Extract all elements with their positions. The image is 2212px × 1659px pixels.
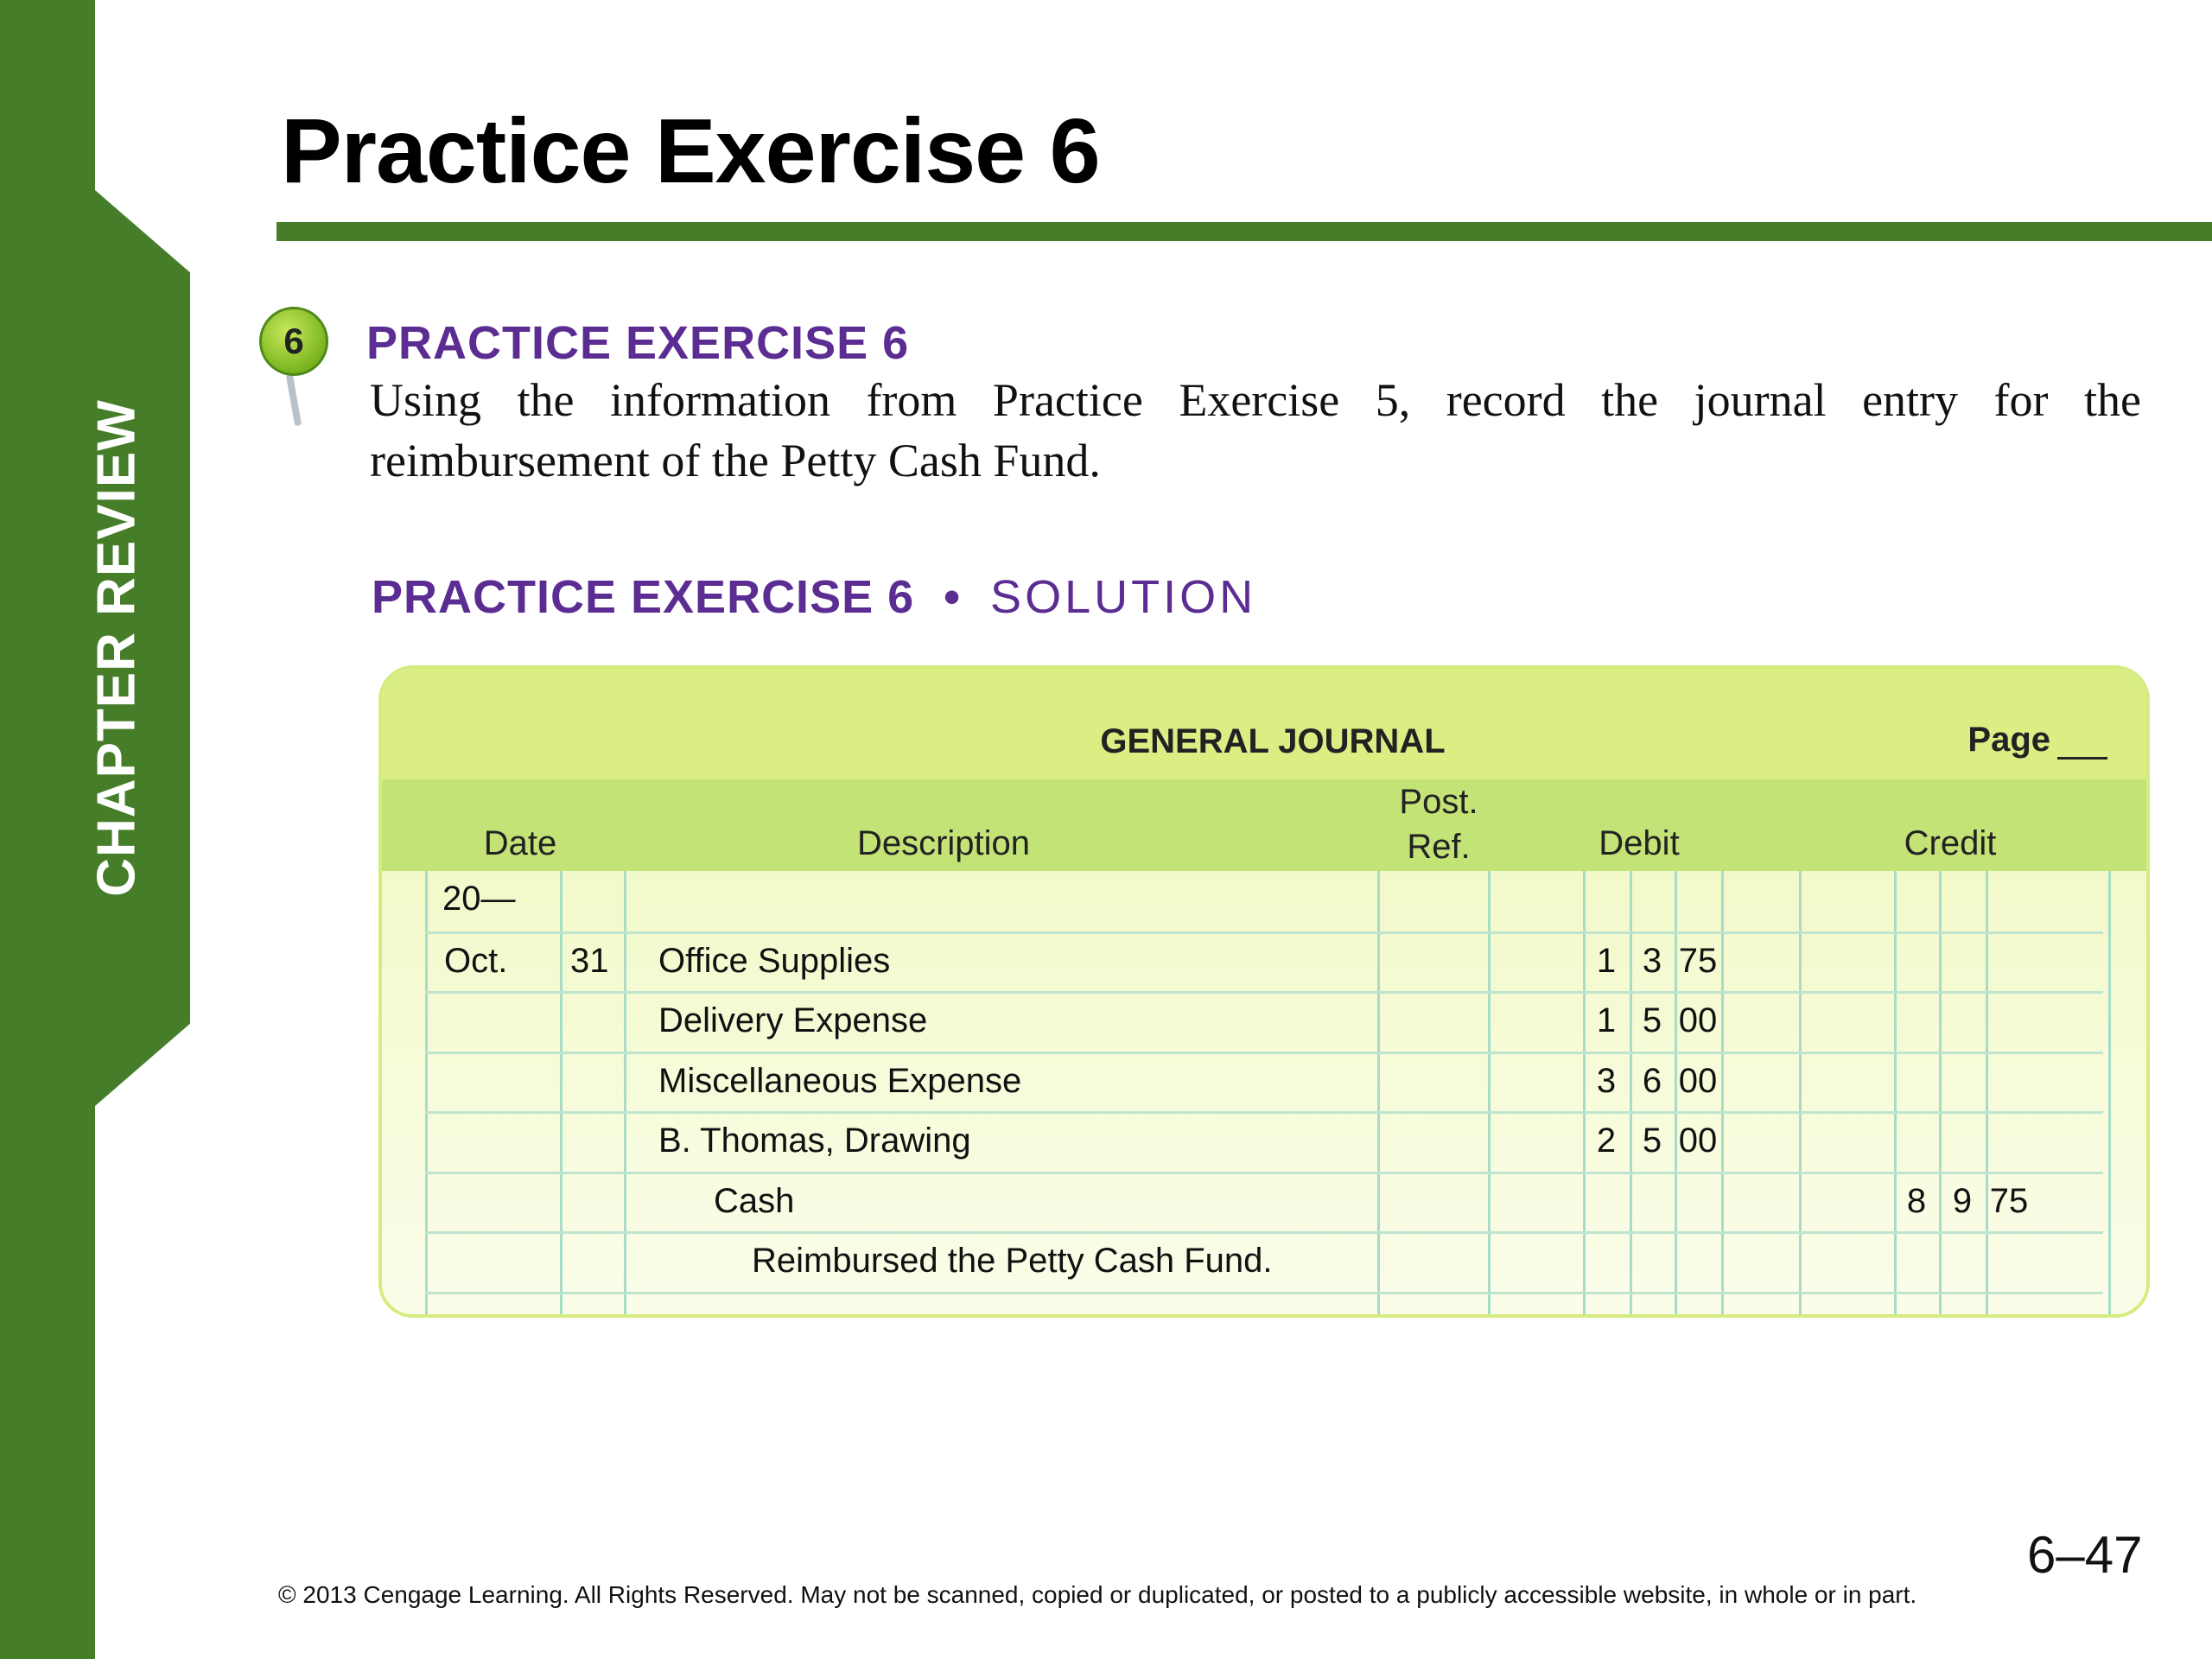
slide-page-number: 6–47 <box>2027 1526 2143 1584</box>
row-credit-digit: 9 <box>1952 1181 1973 1220</box>
grid-hline <box>425 1292 2103 1294</box>
row-debit-digit: 3 <box>1596 1061 1617 1100</box>
page-label-text: Page <box>1967 721 2050 759</box>
solution-heading-light: SOLUTION <box>990 571 1257 623</box>
grid-hline <box>425 1111 2103 1114</box>
exercise-heading: PRACTICE EXERCISE 6 <box>366 317 910 369</box>
header-description: Description <box>856 824 1031 862</box>
journal-year: 20— <box>442 880 516 918</box>
grid-hline <box>425 931 2103 934</box>
header-credit: Credit <box>1904 824 1997 862</box>
row-day: 31 <box>570 941 609 980</box>
row-description: Cash <box>714 1181 795 1220</box>
exercise-pin-icon <box>259 307 337 436</box>
row-description: Reimbursed the Petty Cash Fund. <box>752 1242 1273 1280</box>
solution-separator: • <box>944 571 962 623</box>
grid-hline <box>425 1052 2103 1054</box>
grid-vline <box>1721 871 1724 1314</box>
grid-vline <box>1986 871 1988 1314</box>
grid-vline <box>560 871 563 1314</box>
row-debit-digit: 00 <box>1678 1001 1718 1039</box>
row-description: Miscellaneous Expense <box>658 1061 1022 1100</box>
grid-hline <box>425 1172 2103 1174</box>
page-number-blank <box>2057 724 2107 760</box>
grid-hline <box>425 1231 2103 1234</box>
general-journal <box>378 665 2150 1318</box>
row-debit-digit: 1 <box>1596 1001 1617 1039</box>
journal-page-label <box>1967 721 2107 760</box>
header-date: Date <box>483 824 557 862</box>
row-description: Office Supplies <box>658 941 891 980</box>
row-debit-digit: 2 <box>1596 1122 1617 1160</box>
title-divider <box>276 222 2212 241</box>
row-debit-digit: 1 <box>1596 941 1617 980</box>
solution-heading-bold: PRACTICE EXERCISE 6 <box>372 571 915 623</box>
row-credit-digit: 75 <box>1989 1181 2029 1220</box>
header-post-ref-line1: Post. <box>1399 783 1478 821</box>
grid-vline <box>2108 871 2111 1314</box>
journal-title: GENERAL JOURNAL <box>1100 722 1446 760</box>
chapter-review-label: CHAPTER REVIEW <box>86 399 147 897</box>
row-debit-digit: 00 <box>1678 1061 1718 1100</box>
header-debit: Debit <box>1599 824 1680 862</box>
exercise-instructions: Using the information from Practice Exercise 5, record the journal entry for the reimbursement of the Petty Cash Fund. <box>370 374 2141 486</box>
pin-needle <box>286 374 302 426</box>
exercise-number-badge: 6 <box>259 307 328 376</box>
row-debit-digit: 00 <box>1678 1122 1718 1160</box>
grid-vline <box>624 871 626 1314</box>
slide-title: Practice Exercise 6 <box>281 100 1100 202</box>
row-month: Oct. <box>444 941 508 980</box>
row-debit-digit: 5 <box>1642 1122 1662 1160</box>
grid-vline <box>1939 871 1942 1314</box>
row-description: Delivery Expense <box>658 1001 928 1039</box>
grid-vline <box>1799 871 1802 1314</box>
grid-vline <box>425 871 428 1314</box>
row-debit-digit: 75 <box>1678 941 1718 980</box>
row-debit-digit: 5 <box>1642 1001 1662 1039</box>
grid-vline <box>1377 871 1380 1314</box>
grid-vline <box>1894 871 1897 1314</box>
row-debit-digit: 6 <box>1642 1061 1662 1100</box>
copyright-notice: © 2013 Cengage Learning. All Rights Reserved. May not be scanned, copied or duplicated, or posted to a publicly accessible website, in whole or in part. <box>278 1581 1917 1608</box>
row-credit-digit: 8 <box>1906 1181 1927 1220</box>
grid-vline <box>1488 871 1491 1314</box>
grid-hline <box>425 991 2103 994</box>
row-description: B. Thomas, Drawing <box>658 1122 971 1160</box>
header-post-ref-line2: Ref. <box>1407 828 1471 866</box>
solution-heading <box>372 570 1256 624</box>
row-debit-digit: 3 <box>1642 941 1662 980</box>
